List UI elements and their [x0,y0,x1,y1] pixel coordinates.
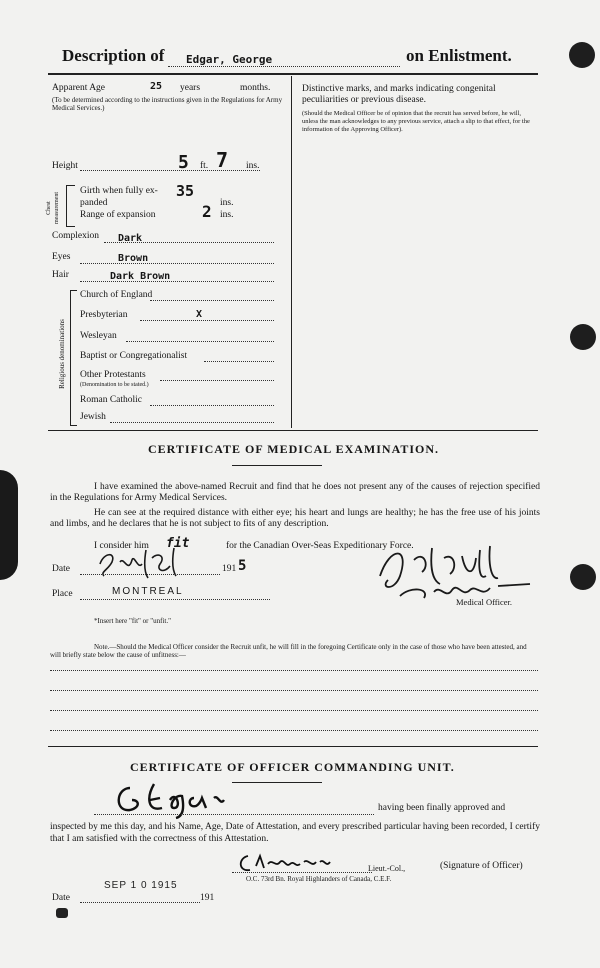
note-line-3 [50,710,538,711]
religion-wesleyan: Wesleyan [80,331,117,341]
age-note: (To be determined according to the instructions given in the Regulations for Army Medical Services.) [52,96,283,112]
date-line [80,574,220,575]
punch-hole-top [569,42,595,68]
rank-label: Lieut.-Col., [368,864,406,873]
header-title-left: Description of [62,46,165,65]
consider-rest: for the Canadian Over-Seas Expeditionary Force. [226,541,414,551]
header-rule [48,73,538,75]
place-label: Place [52,589,73,599]
eyes-line [80,263,274,264]
medical-date-label: Date [52,564,70,574]
recruit-name: Edgar, George [186,53,273,66]
inches-label: ins. [246,161,260,171]
punch-hole-middle [570,324,596,350]
medical-certificate-title: CERTIFICATE OF MEDICAL EXAMINATION. [148,442,440,456]
years-label: years [180,83,201,93]
unit-line: O.C. 73rd Bn. Royal Highlanders of Canada, C.E.F. [246,875,392,883]
medical-year-prefix: 191 [222,564,237,574]
medical-bottom-rule [48,746,538,747]
date-stamp: SEP 1 0 1915 [104,880,178,891]
religion-line [160,380,274,381]
height-line [80,170,260,171]
place-line [80,599,270,600]
fit-note: *Insert here "fit" or "unfit." [94,617,171,625]
commanding-date-line [80,902,200,903]
signature-of-officer: (Signature of Officer) [440,861,523,871]
distinctive-marks-heading: Distinctive marks, and marks indicating congenital peculiarities or previous disease. [302,84,496,105]
complexion-label: Complexion [52,231,99,241]
girth-label-1: Girth when fully ex- [80,186,158,196]
medical-para-1: I have examined the above-named Recruit and find that he does not present any of the causes of rejection specified in the Regulations for Army Medical Services. [50,482,540,503]
column-divider [291,76,292,428]
religion-baptist: Baptist or Congregationalist [80,351,188,361]
range-label: Range of expansion [80,210,156,220]
height-label: Height [52,161,78,171]
medical-date-handwritten [94,546,204,583]
medical-para-2: He can see at the required distance with either eye; his heart and lungs are healthy; he has the free use of his joints and limbs, and he declares that he is not subject to fits of any description. [50,508,540,529]
religion-line [110,422,274,423]
medical-note: Note.—Should the Medical Officer consider the Recruit unfit, he will fill in the foregoing Certificate only in the case of those who have been attested, and will briefly state below the cause of unfitness:— [50,643,527,659]
commanding-para: inspected by me this day, and his Name, Age, Date of Attestation, and every prescribed particular having been recorded, I certify that I am satisfied with the correctness of this Attestation. [50,822,540,844]
girth-ins-label: ins. [220,198,234,208]
religion-jewish: Jewish [80,412,106,422]
complexion-value: Dark [118,233,143,244]
months-label: months. [240,83,271,93]
binder-mark [56,908,68,918]
recruit-signature-line [94,814,374,815]
religion-other-protestants: Other Protestants [80,370,146,380]
note-line-4 [50,730,538,731]
commanding-certificate-title: CERTIFICATE OF OFFICER COMMANDING UNIT. [130,760,455,774]
note-line-1 [50,670,538,671]
religion-line [150,300,274,301]
punch-hole-lower [570,564,596,590]
height-inches-value: 7 [216,148,229,172]
eyes-value: Brown [118,253,149,264]
commanding-year-prefix: 191 [200,893,215,903]
medical-year-suffix: 5 [238,558,247,574]
hair-line [80,281,274,282]
complexion-line [104,242,274,243]
feet-label: ft. [200,161,209,171]
apparent-age-label: Apparent Age [52,83,106,93]
medical-title-underline [232,465,322,466]
eyes-label: Eyes [52,252,71,262]
consider-label: I consider him [94,541,149,551]
header-title-right: on Enlistment. [406,46,512,65]
having-text: having been finally approved and [378,803,506,813]
religion-line [126,341,274,342]
girth-value: 35 [176,182,195,200]
recruit-signature [110,778,290,825]
religion-side-label: Religious denominations [58,319,66,389]
religion-bracket [70,290,77,426]
note-line-2 [50,690,538,691]
commanding-date-label: Date [52,893,70,903]
religion-church-of-england: Church of England [80,290,153,300]
place-value: MONTREAL [112,586,184,597]
religion-other-note: (Denomination to be stated.) [80,382,149,388]
religion-roman-catholic: Roman Catholic [80,395,143,405]
hair-value: Dark Brown [110,271,171,282]
distinctive-marks-note: (Should the Medical Officer be of opinion that the recruit has served before, he will, unless the man acknowledges to any previous service, attach a slip to that effect, for the information of the Approving Officer). [302,110,530,133]
girth-label-2: panded [80,198,108,208]
religion-line [204,361,274,362]
chest-side-label: Chest measurement [46,192,60,224]
name-line [168,66,400,67]
religion-line [150,405,274,406]
apparent-age-value: 25 [150,81,163,92]
religion-presbyterian-mark: X [196,309,203,320]
scan-edge-artifact [0,470,18,580]
consider-value: fit [166,536,190,551]
medical-officer-label: Medical Officer. [456,597,513,607]
hair-label: Hair [52,270,69,280]
medical-top-rule [48,430,538,431]
religion-presbyterian: Presbyterian [80,310,128,320]
range-ins-label: ins. [220,210,234,220]
officer-signature-line [232,872,372,873]
range-value: 2 [202,202,212,221]
religion-line [140,320,274,321]
chest-bracket [66,185,75,227]
height-feet-value: 5 [178,152,189,173]
